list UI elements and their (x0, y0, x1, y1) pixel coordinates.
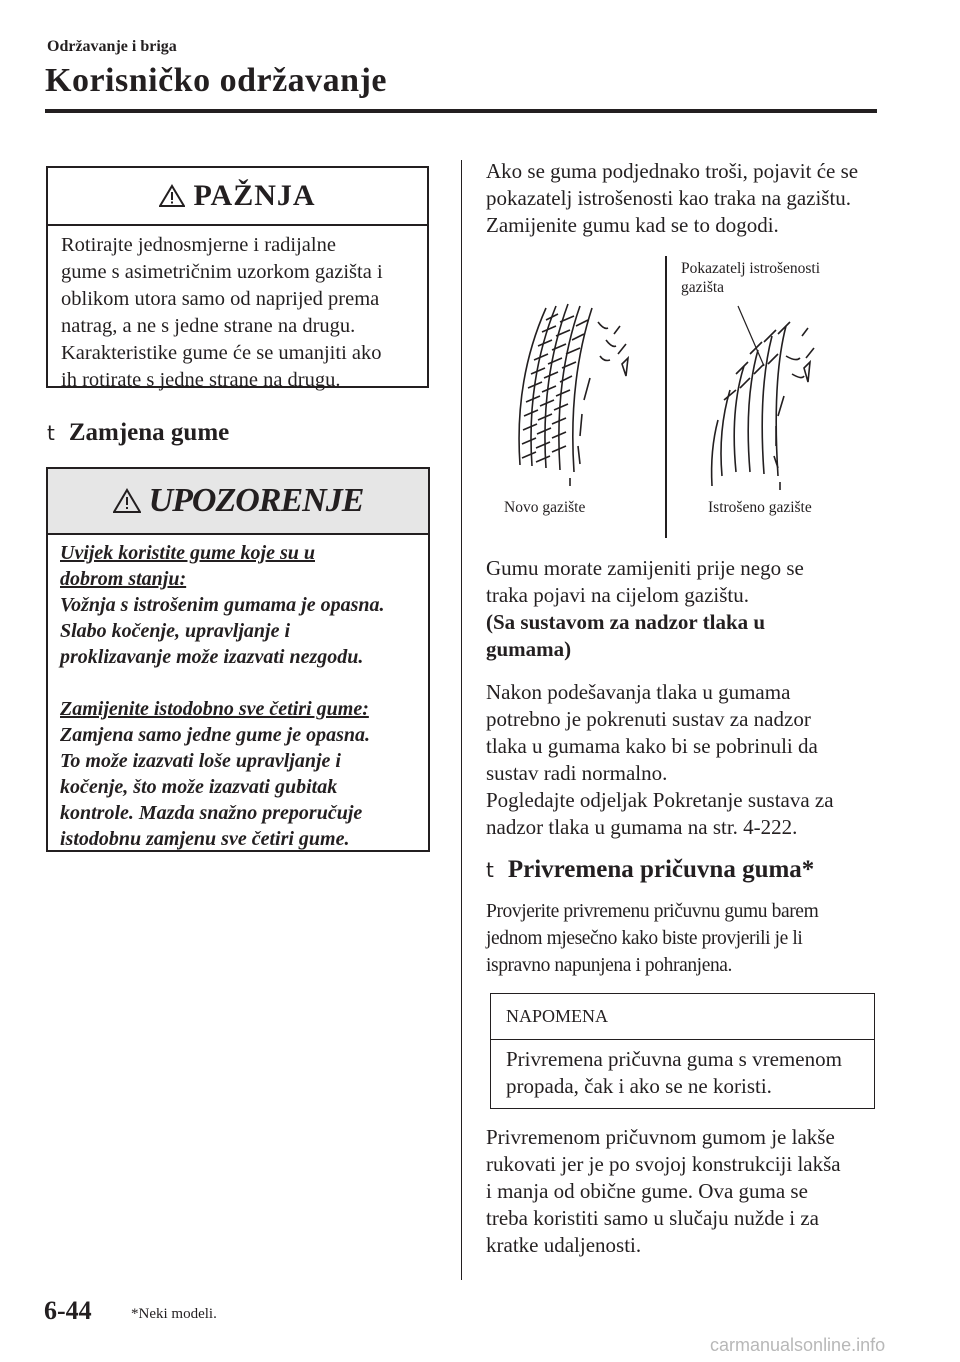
warning-triangle-icon (159, 184, 185, 208)
caution-title: PAŽNJA (193, 179, 316, 212)
text-line: Karakteristike gume će se umanjiti ako (61, 342, 382, 364)
paragraph-spare-usage (486, 1124, 878, 1259)
text-line: Privremenom pričuvnom gumom je lakše (486, 1125, 835, 1149)
caution-text (48, 226, 427, 394)
note-text (491, 1040, 874, 1100)
warning-subheading: Uvijek koristite gume koje su u (60, 542, 315, 564)
warning-triangle-icon (113, 488, 141, 514)
text-line: istodobnu zamjenu sve četiri gume. (60, 828, 350, 850)
text-line: kontrole. Mazda snažno preporučuje (60, 802, 363, 824)
paragraph-replace-before (486, 555, 878, 663)
new-tread-drawing (519, 304, 628, 486)
new-tread-label: Novo gazište (504, 499, 586, 516)
text-line: traka pojavi na cijelom gazištu. (486, 583, 749, 607)
paragraph-spare-check (486, 898, 878, 979)
text-line: Zamijenite gumu kad se to dogodi. (486, 213, 779, 237)
text-line: ih rotirate s jedne strane na drugu. (61, 369, 341, 391)
text-line: proklizavanje može izazvati nezgodu. (60, 646, 364, 668)
text-line: ispravno napunjena i pohranjena. (486, 955, 733, 976)
text-line: kratke udaljenosti. (486, 1233, 642, 1257)
warning-subheading: dobrom stanju: (60, 568, 187, 590)
worn-tread-label: Istrošeno gazište (708, 499, 812, 516)
tread-wear-figure (486, 250, 878, 540)
text-line: oblikom utora samo od naprijed prema (61, 288, 380, 310)
text-line: Vožnja s istrošenim gumama je opasna. (60, 594, 385, 616)
caution-box (46, 166, 429, 391)
text-line: potrebno je pokrenuti sustav za nadzor (486, 707, 811, 731)
text-line: jednom mjesečno kako biste provjerili je li (486, 928, 803, 949)
text-line: Rotirajte jednosmjerne i radijalne (61, 234, 336, 256)
section-bullet: t (486, 858, 494, 882)
text-line: tlaka u gumama kako bi se pobrinuli da (486, 734, 818, 758)
footnote: *Neki modeli. (131, 1306, 217, 1322)
section-label: Održavanje i briga (47, 38, 177, 55)
text-line: gume s asimetričnim uzorkom gazišta i (61, 261, 383, 283)
text-line: Pogledajte odjeljak Pokretanje sustava za (486, 788, 834, 812)
text-line: sustav radi normalno. (486, 761, 668, 785)
text-line: propada, čak i ako se ne koristi. (506, 1074, 772, 1098)
warning-subheading: Zamijenite istodobno sve četiri gume: (60, 698, 369, 720)
text-line: Zamjena samo jedne gume je opasna. (60, 724, 370, 746)
label-line: gazišta (681, 279, 725, 296)
section-heading-tire-replacement (47, 419, 229, 447)
text-line: gumama) (486, 637, 572, 661)
section-heading-text: Privremena pričuvna guma* (507, 856, 815, 883)
text-line: kočenje, što može izazvati gubitak (60, 776, 338, 798)
column-divider (461, 160, 462, 1280)
text-line: pokazatelj istrošenosti kao traka na gazištu. (486, 186, 852, 210)
text-line: rukovati jer je po svojoj konstrukciji lakša (486, 1152, 841, 1176)
text-line: Ako se guma podjednako troši, pojavit će se (486, 159, 859, 183)
text-line: Nakon podešavanja tlaka u gumama (486, 680, 791, 704)
section-bullet: t (47, 421, 55, 445)
worn-tread-drawing (712, 306, 814, 490)
figure-divider (665, 256, 667, 538)
text-line: natrag, a ne s jedne strane na drugu. (61, 315, 356, 337)
warning-box (46, 467, 430, 852)
section-heading-text: Zamjena gume (68, 419, 230, 446)
text-line: Privremena pričuvna guma s vremenom (506, 1047, 842, 1071)
text-line: nadzor tlaka u gumama na str. 4-222. (486, 815, 798, 839)
warning-text (48, 535, 428, 852)
page-number: 6-44 (44, 1296, 92, 1325)
text-line: (Sa sustavom za nadzor tlaka u (486, 610, 766, 634)
section-heading-spare-tire (486, 856, 814, 884)
wear-indicator-label (681, 259, 820, 297)
text-line: To može izazvati loše upravljanje i (60, 750, 341, 772)
note-title: NAPOMENA (491, 994, 874, 1040)
title-rule (45, 109, 877, 113)
warning-header (48, 469, 428, 535)
page-title: Korisničko održavanje (45, 62, 387, 99)
note-box (490, 993, 875, 1109)
text-line: Gumu morate zamijeniti prije nego se (486, 556, 804, 580)
warning-title: UPOZORENJE (148, 482, 364, 519)
watermark: carmanualsonline.info (710, 1335, 886, 1355)
paragraph-wear-indicator (486, 158, 878, 239)
text-line: treba koristiti samo u slučaju nužde i za (486, 1206, 819, 1230)
text-line: Slabo kočenje, upravljanje i (60, 620, 290, 642)
text-line: Provjerite privremenu pričuvnu gumu barem (486, 901, 819, 922)
caution-header (48, 168, 427, 226)
paragraph-tpms (486, 679, 878, 841)
label-line: Pokazatelj istrošenosti (681, 260, 821, 277)
text-line: i manja od obične gume. Ova guma se (486, 1179, 808, 1203)
